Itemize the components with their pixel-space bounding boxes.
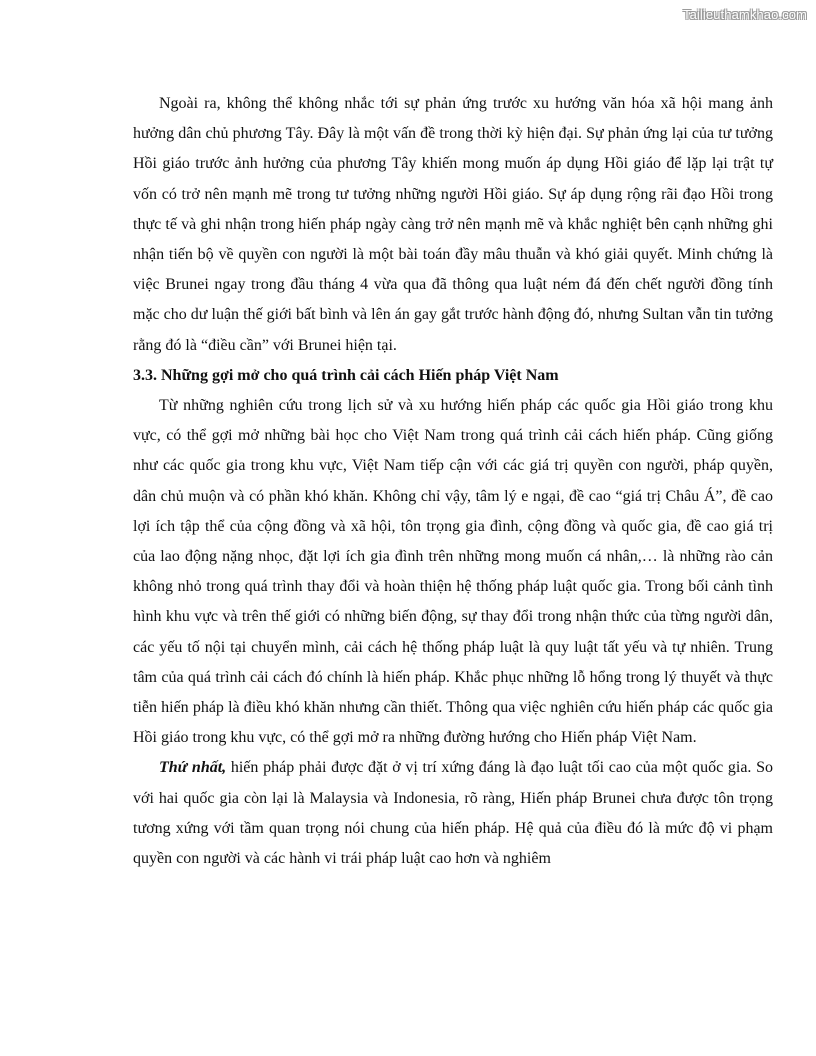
paragraph-lessons-for-vietnam: Từ những nghiên cứu trong lịch sử và xu hướng hiến pháp các quốc gia Hồi giáo trong khu vực, có thể gợi mở những bài học cho Việt Nam trong quá trình cải cách hiến pháp. Cũng giống như các quốc gia trong khu vực, Việt Nam tiếp cận với các giá trị quyền con người, pháp quyền, dân chủ muộn và có phần khó khăn. Không chỉ vậy, tâm lý e ngại, đề cao “giá trị Châu Á”, đề cao lợi ích tập thể của cộng đồng và xã hội, tôn trọng gia đình, cộng đồng và quốc gia, đề cao giá trị của lao động nặng nhọc, đặt lợi ích gia đình trên những mong muốn cá nhân,… là những rào cản không nhỏ trong quá trình thay đổi và hoàn thiện hệ thống pháp luật quốc gia. Trong bối cảnh tình hình khu vực và trên thế giới có những biến động, sự thay đổi trong nhận thức của từng người dân, các yếu tố nội tại chuyển mình, cải cách hệ thống pháp luật là quy luật tất yếu và tự nhiên. Trung tâm của quá trình cải cách đó chính là hiến pháp. Khắc phục những lỗ hổng trong lý thuyết và thực tiễn hiến pháp là điều khó khăn nhưng cần thiết. Thông qua việc nghiên cứu hiến pháp các quốc gia Hồi giáo trong khu vực, có thể gợi mở ra những đường hướng cho Hiến pháp Việt Nam. xyxy=(133,397,773,747)
paragraph-western-influence: Ngoài ra, không thể không nhắc tới sự phản ứng trước xu hướng văn hóa xã hội mang ảnh hưởng dân chủ phương Tây. Đây là một vấn đề trong thời kỳ hiện đại. Sự phản ứng lại của tư tưởng Hồi giáo trước ảnh hưởng của phương Tây khiến mong muốn áp dụng Hồi giáo để lặp lại trật tự vốn có trở nên mạnh mẽ trong tư tưởng những người Hồi giáo. Sự áp dụng rộng rãi đạo Hồi trong thực tế và ghi nhận trong hiến pháp ngày càng trở nên mạnh mẽ và khắc nghiệt bên cạnh những ghi nhận tiến bộ về quyền con người là một bài toán đầy mâu thuẫn và khó giải quyết. Minh chứng là việc Brunei ngay trong đầu tháng 4 vừa qua đã thông qua luật ném đá đến chết người đồng tính mặc cho dư luận thế giới bất bình và lên án gay gắt trước hành động đó, nhưng Sultan vẫn tin tưởng rằng đó là “điều cần” với Brunei hiện tại. xyxy=(133,95,773,354)
first-point-lead: Thứ nhất, xyxy=(159,759,227,777)
first-point-text: hiến pháp phải được đặt ở vị trí xứng đáng là đạo luật tối cao của một quốc gia. So với hai quốc gia còn lại là Malaysia và Indonesia, rõ ràng, Hiến pháp Brunei chưa được tôn trọng tương xứng với tầm quan trọng nói chung của hiến pháp. Hệ quả của điều đó là mức độ vi phạm quyền con người và các hành vi trái pháp luật cao hơn và nghiêm xyxy=(133,759,774,868)
site-watermark: Tailieuthamkhao.com xyxy=(682,7,807,22)
section-heading-3-3: 3.3. Những gợi mở cho quá trình cải cách Hiến pháp Việt Nam xyxy=(133,366,559,384)
document-body xyxy=(133,89,773,874)
paragraph-first-point xyxy=(133,753,773,874)
